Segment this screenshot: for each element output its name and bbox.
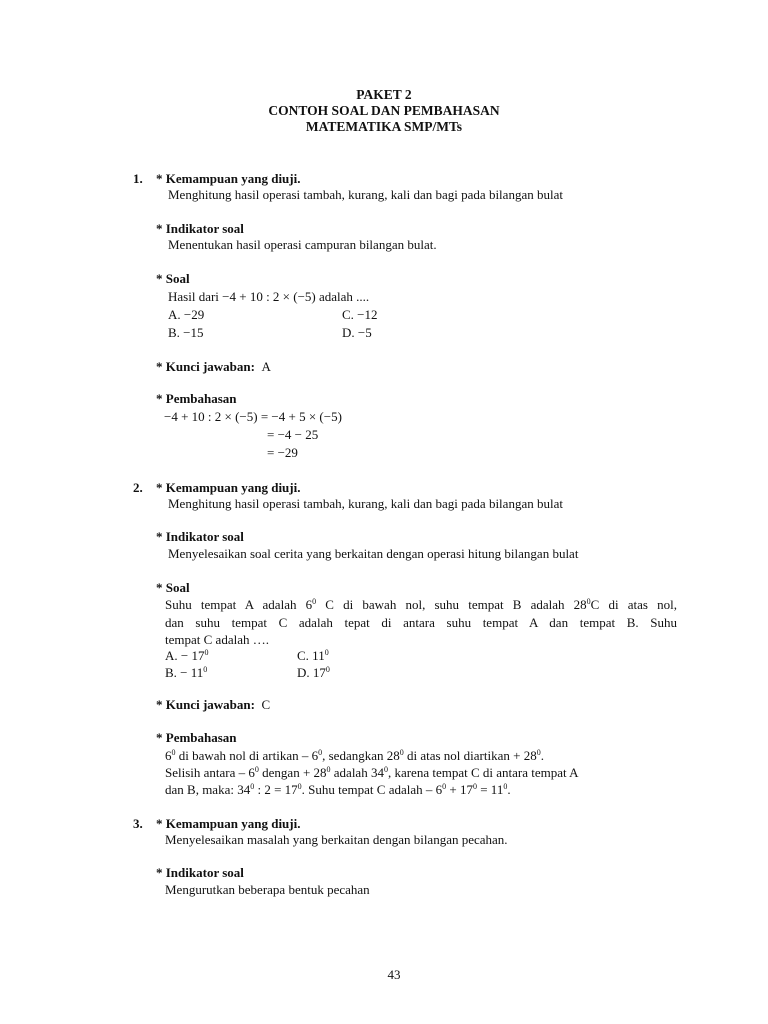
degree-sup: 0 <box>399 748 404 757</box>
q2-kemampuan-text: Menghitung hasil operasi tambah, kurang, kali dan bagi pada bilangan bulat <box>168 496 563 511</box>
q2-option-a-text: A. − 17 <box>165 648 205 663</box>
q1-step-3: = −29 <box>267 445 298 460</box>
q1-indikator-label: * Indikator soal <box>156 221 244 236</box>
q2-indikator-label: * Indikator soal <box>156 529 244 544</box>
q2-soal-label: * Soal <box>156 580 190 595</box>
q2-pembahasan-label: * Pembahasan <box>156 730 237 745</box>
degree-sup: 0 <box>250 782 255 791</box>
degree-sup: 0 <box>472 782 477 791</box>
degree-sup: 0 <box>312 597 317 606</box>
q2-indikator-text: Menyelesaikan soal cerita yang berkaitan dengan operasi hitung bilangan bulat <box>168 546 579 561</box>
q2-p2-a: Selisih antara – 6 <box>165 765 255 780</box>
degree-sup: 0 <box>442 782 447 791</box>
q2-kunci <box>156 697 270 713</box>
q2-p1-b: di bawah nol di artikan – 6 <box>175 748 319 763</box>
q2-p1-a: 6 <box>165 748 172 763</box>
q2-pembahasan-line-2 <box>165 765 579 781</box>
degree-sup: 0 <box>297 782 302 791</box>
header-line-1: PAKET 2 <box>356 87 412 102</box>
q3-indikator-text: Mengurutkan beberapa bentuk pecahan <box>165 882 370 897</box>
q2-p2-d: , karena tempat C di antara tempat A <box>387 765 579 780</box>
q1-kunci-value: A <box>261 359 271 374</box>
q1-number: 1. <box>133 171 143 186</box>
q1-option-b: B. −15 <box>168 325 204 340</box>
q2-soal-line-1 <box>165 597 677 613</box>
degree-sup: 0 <box>254 765 259 774</box>
q2-option-d <box>297 665 330 681</box>
q2-soal-line-3: tempat C adalah …. <box>165 632 269 647</box>
q2-option-b-text: B. − 11 <box>165 665 204 680</box>
q2-p2-c: adalah 34 <box>330 765 384 780</box>
q2-option-d-text: D. 17 <box>297 665 326 680</box>
q2-soal-line-2: dan suhu tempat C adalah tepat di antara suhu tempat A dan tempat B. Suhu <box>165 615 677 630</box>
q1-kemampuan-text: Menghitung hasil operasi tambah, kurang, kali dan bagi pada bilangan bulat <box>168 187 563 202</box>
q1-step-2: = −4 − 25 <box>267 427 319 442</box>
q1-step-1: −4 + 10 : 2 × (−5) = −4 + 5 × (−5) <box>164 409 342 424</box>
degree-sup: 0 <box>325 665 330 674</box>
q2-soal-l1-c: C di bawah nol, suhu tempat B adalah 28 <box>316 597 587 612</box>
q1-soal-text: Hasil dari −4 + 10 : 2 × (−5) adalah .... <box>168 289 370 304</box>
q2-kunci-value: C <box>261 697 271 712</box>
q2-soal-l1-a: Suhu tempat A adalah 6 <box>165 597 313 612</box>
q2-option-a <box>165 648 208 664</box>
q1-option-a: A. −29 <box>168 307 205 322</box>
degree-sup: 0 <box>203 665 208 674</box>
q2-soal-l1-e: C di atas nol, <box>590 597 678 612</box>
q2-p2-b: dengan + 28 <box>258 765 327 780</box>
q2-option-c <box>297 648 329 664</box>
q2-kemampuan-label: * Kemampuan yang diuji. <box>156 480 301 495</box>
q3-indikator-label: * Indikator soal <box>156 865 244 880</box>
q1-kunci-label: * Kunci jawaban: <box>156 359 255 374</box>
q1-option-d: D. −5 <box>342 325 372 340</box>
q1-indikator-text: Menentukan hasil operasi campuran bilangan bulat. <box>168 237 437 252</box>
q2-p3-c: . Suhu tempat C adalah – 6 <box>301 782 443 797</box>
q2-p3-b: : 2 = 17 <box>254 782 298 797</box>
q1-kemampuan-label: * Kemampuan yang diuji. <box>156 171 301 186</box>
q3-number: 3. <box>133 816 143 831</box>
q2-number: 2. <box>133 480 143 495</box>
degree-sup: 0 <box>326 765 331 774</box>
header-line-3: MATEMATIKA SMP/MTs <box>305 119 463 134</box>
q3-kemampuan-label: * Kemampuan yang diuji. <box>156 816 301 831</box>
q2-p1-d: di atas nol diartikan + 28 <box>403 748 537 763</box>
degree-sup: 0 <box>171 748 176 757</box>
degree-sup: 0 <box>204 648 209 657</box>
q2-p3-d: + 17 <box>446 782 473 797</box>
degree-sup: 0 <box>318 748 323 757</box>
q2-kunci-label: * Kunci jawaban: <box>156 697 255 712</box>
q2-p1-c: , sedangkan 28 <box>322 748 400 763</box>
header-line-2: CONTOH SOAL DAN PEMBAHASAN <box>268 103 500 118</box>
q3-kemampuan-text: Menyelesaikan masalah yang berkaitan dengan bilangan pecahan. <box>165 832 508 847</box>
q2-option-c-text: C. 11 <box>297 648 325 663</box>
q1-option-c: C. −12 <box>342 307 378 322</box>
q2-option-b <box>165 665 207 681</box>
degree-sup: 0 <box>324 648 329 657</box>
degree-sup: 0 <box>383 765 388 774</box>
q1-soal-label: * Soal <box>156 271 190 286</box>
q1-pembahasan-label: * Pembahasan <box>156 391 237 406</box>
degree-sup: 0 <box>536 748 541 757</box>
q2-p3-f: . <box>507 782 511 797</box>
q2-pembahasan-line-3 <box>165 782 511 798</box>
page-number: 43 <box>387 967 401 982</box>
q2-p3-a: dan B, maka: 34 <box>165 782 251 797</box>
degree-sup: 0 <box>503 782 508 791</box>
q2-p1-e: . <box>540 748 544 763</box>
q2-p3-e: = 11 <box>476 782 504 797</box>
degree-sup: 0 <box>586 597 591 606</box>
q2-pembahasan-line-1 <box>165 748 544 764</box>
q1-kunci <box>156 359 271 375</box>
